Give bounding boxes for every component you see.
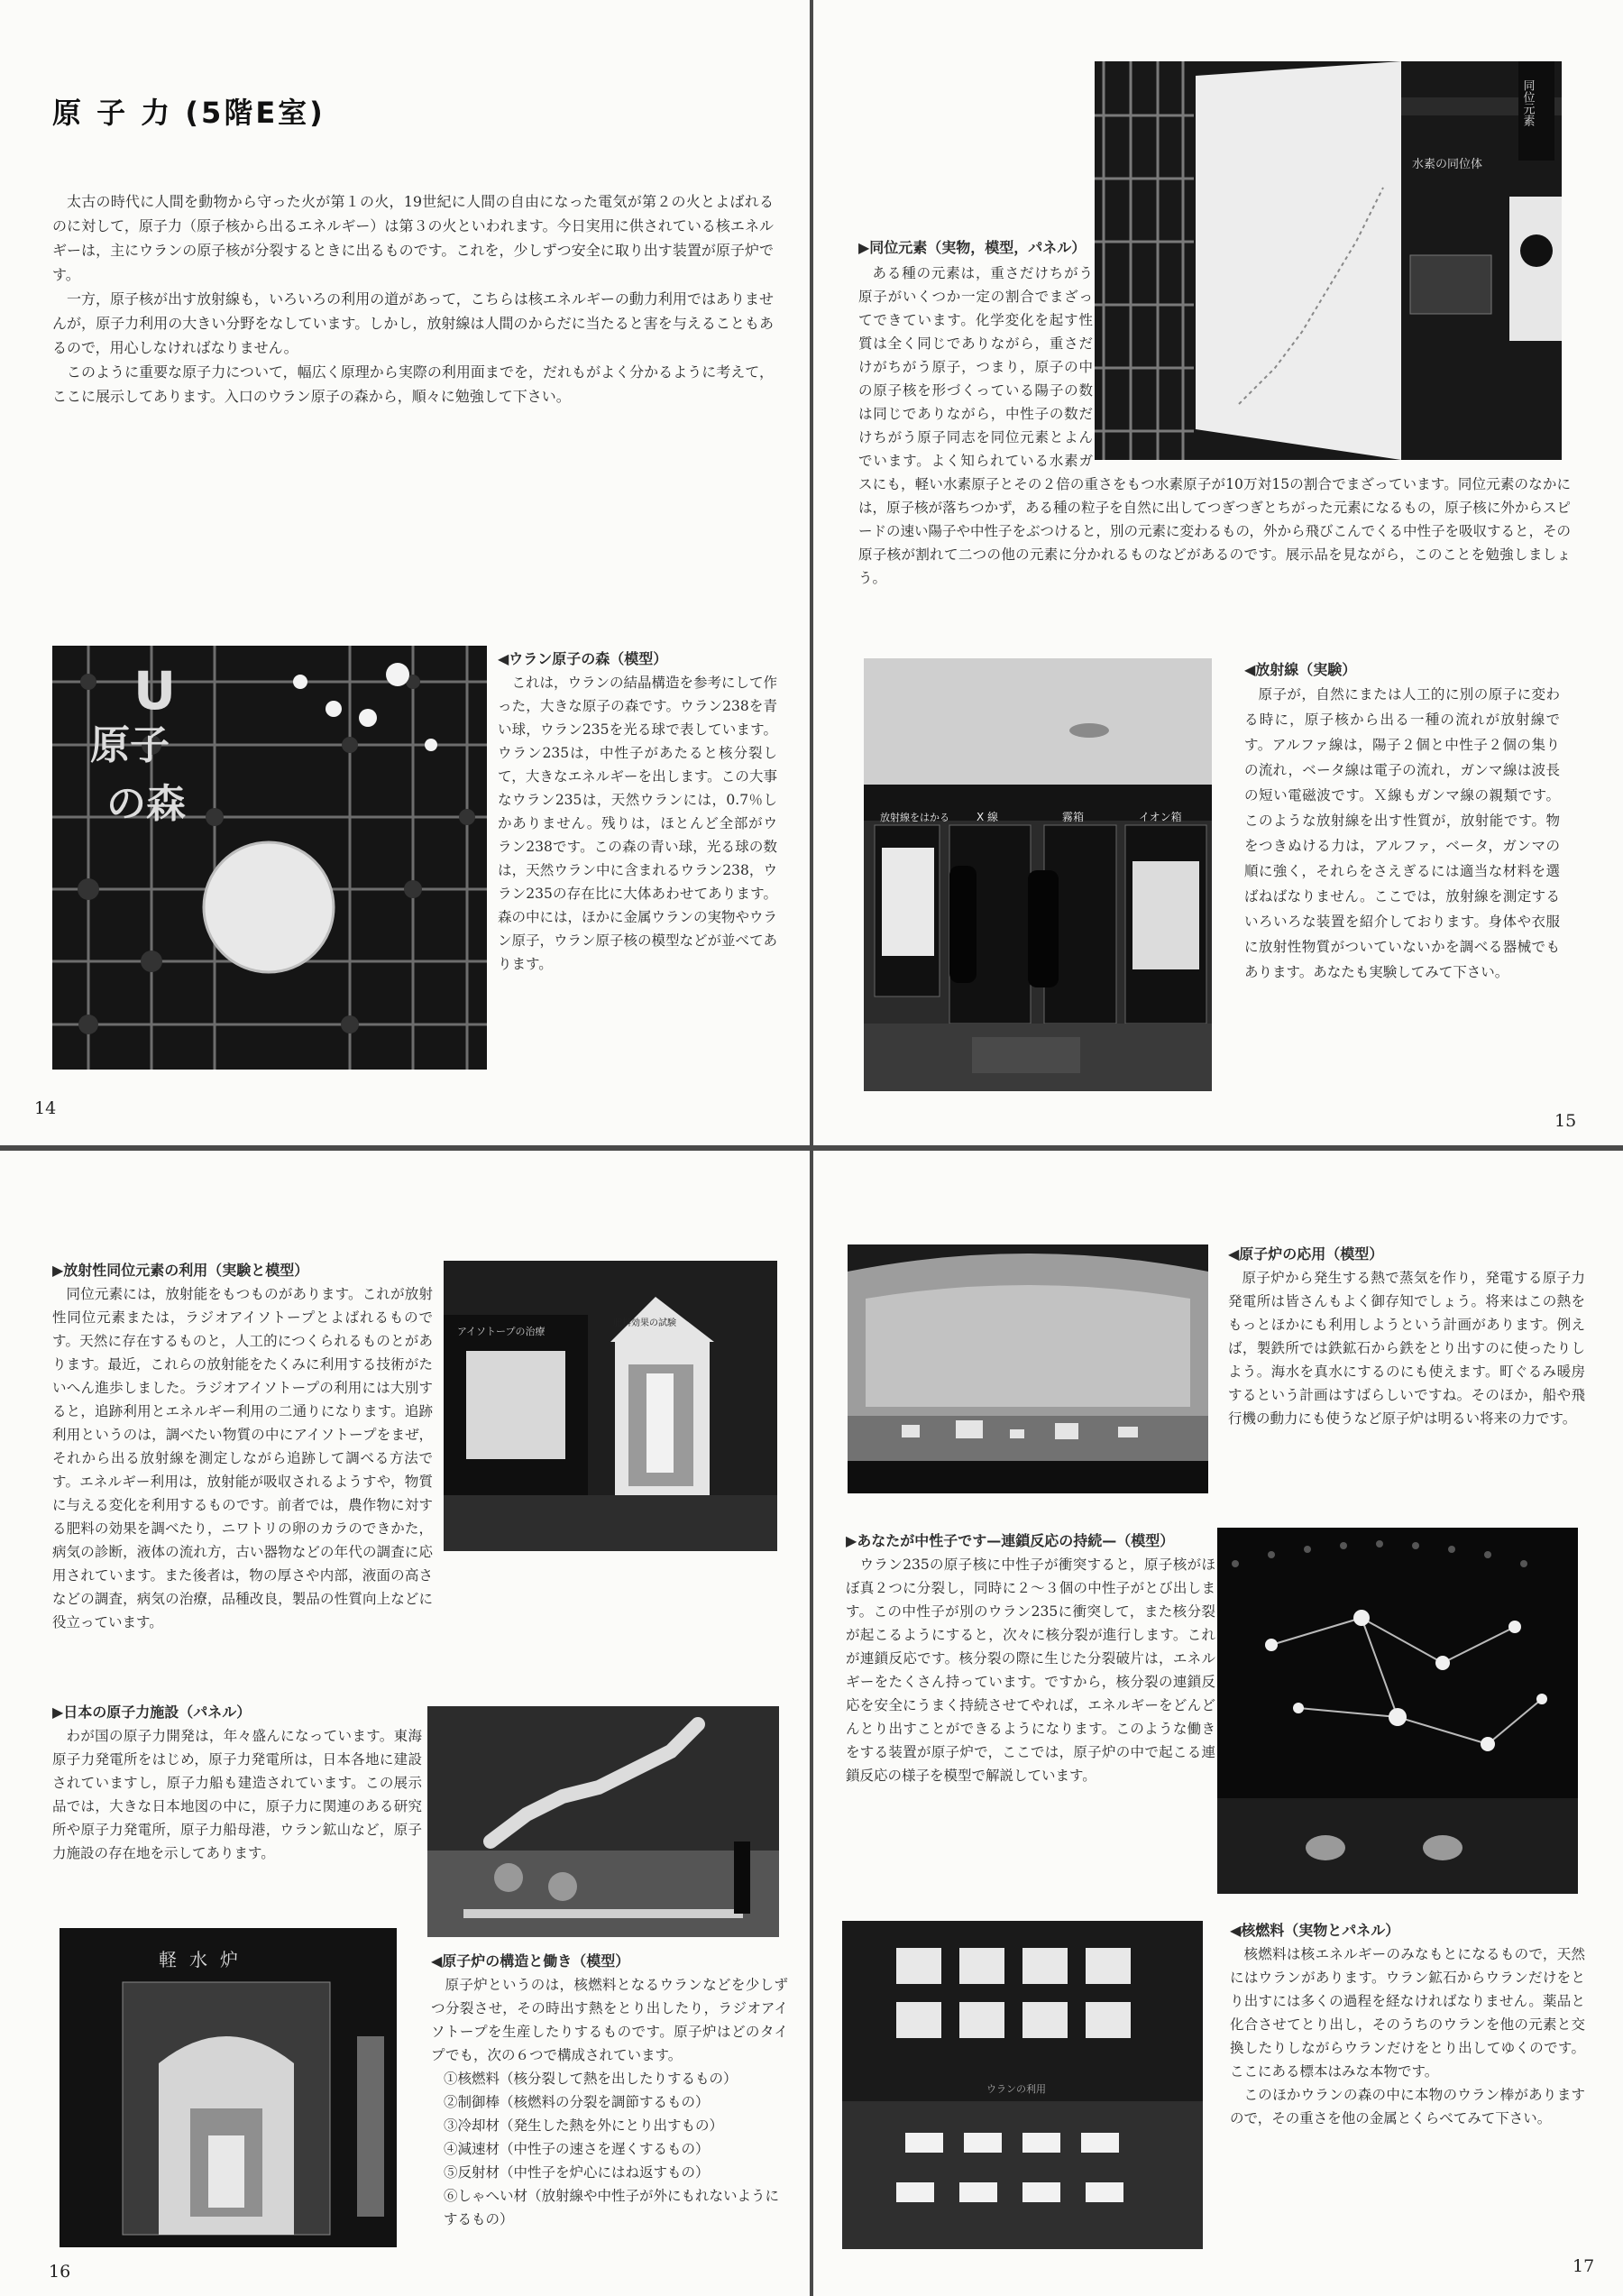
list-item: ②制御棒（核燃料の分裂を調節するもの）	[444, 2094, 710, 2110]
radioisotope-text: 同位元素には，放射能をもつものがあります。これが放射性同位元素または，ラジオアイソトープとよばれるものです。天然に存在するものと，人工的につくられるものとがあります。最近，これらの放射能をたくみに利用する技術がたいへん進歩しました。ラジオアイソトープの利用には大別すると，追跡利用とエネルギー利用の二通りになります。追跡利用というのは，調べたい物質の中にアイソトープをまぜ，それから出る放射線を測定しながら追跡して調べる方法です。エネルギー利用は，放射能が吸収されるようすや，物質に与える変化を利用するものです。前者では，農作物に対する肥料の効果を調べたり，ニワトリの卵のカラのできかた，病気の診断，液体の流れ方，古い器物などの年代の調査に応用されています。また後者は，物の厚さや内部，液面の高さなどの調査，病気の治療，品種改良，製品の性質向上などに役立っています。	[52, 1286, 433, 1630]
list-item: ④減速材（中性子の速さを遅くするもの）	[444, 2141, 710, 2157]
intro-paragraph: 一方，原子核が出す放射線も，いろいろの利用の道があって，こちらは核エネルギーの動力利用ではありませんが，原子力利用の大きい分野をなしています。しかし，放射線は人間のからだに当たると害を与えることもあるので，用心しなければなりません。	[52, 290, 774, 356]
isotope-text: ある種の元素は，重さだけちがう原子がいくつか一定の割合でまざってできています。化学変化を起す性質は全く同じでありながら，重さだけがちがう原子，つまり，原子の中の原子核を形づくっている陽子の数は同じでありながら，中性子の数だけちがう原子同志を同位元素とよんでいます。よく知られている水素ガスにも，軽い水素原子とその２倍の重さをもつ水素原子が10万対15の割合でまざっています。同位元素のなかには，原子核が落ちつかず，ある種の粒子を自然に出してつぎつぎとちがった元素になるもの，原子核に外からスピードの速い陽子や中性子をぶつけると，別の元素に変わるもの，外から飛びこんでくる中性子を吸収すると，その原子核が割れて二つの他の元素に分かれるものなどがあるのです。展示品を見ながら，このことを勉強しましょう。	[858, 265, 1571, 586]
nuclear-fuel-block	[1230, 1919, 1585, 2130]
section-body: 核燃料は核エネルギーのみなもとになるもので，天然にはウランがあります。ウラン鉱石からウランだけをとり出すには多くの過程を経なければなりません。薬品と化合させてとり出し，そのうちのウランを他の元素と交換したりしながらウランだけをとり出してゆくのです。ここにある標本はみな本物です。	[1230, 1946, 1585, 2080]
reactor-applications-photo	[848, 1244, 1208, 1493]
reactor-applications-block	[1228, 1243, 1585, 1430]
facilities-block	[52, 1701, 422, 1865]
list-item: ③冷却材（発生した熱を外にとり出すもの）	[444, 2117, 724, 2134]
section-body: 原子炉から発生する熱で蒸気を作り，発電する原子力発電所は皆さんもよく御存知でしょう。将来はこの熱をもっとほかにも利用しようという計画があります。例えば，製鉄所では鉄鉱石から鉄をとり出すのに使ったりしよう。海水を真水にするのにも使えます。町ぐるみ暖房するという計画はすばらしいですね。そのほか，船や飛行機の動力にも使うなど原子炉は明るい将来の力です。	[1228, 1270, 1585, 1427]
section-heading: ◀ウラン原子の森（模型）	[498, 650, 668, 667]
svg-text:霧箱: 霧箱	[1062, 811, 1085, 823]
uranium-forest-caption	[498, 647, 777, 976]
section-body: ウラン235の原子核に中性子が衝突すると，原子核がほぼ真２つに分裂し，同時に２〜３個の中性子がとび出します。この中性子が別のウラン235に衝突して，また核分裂が起こるようにすると，次々に核分裂が進行します。これが連鎖反応です。核分裂の際に生じた分裂破片は，エネルギーをたくさん持っています。ですから，核分裂の連鎖反応を安全にうまく持続させてやれば，エネルギーをどんどんとり出すことができるようになります。このような働きをする装置が原子炉で，ここでは，原子炉の中で起こる連鎖反応の様子を模型で解説しています。	[846, 1557, 1215, 1784]
page-15	[813, 0, 1623, 1145]
hydrogen-isotope-sign: 水素の同位体	[1412, 158, 1483, 171]
page-number: 16	[49, 2262, 71, 2282]
radiation-lab-photo	[864, 658, 1212, 1091]
section-body	[858, 262, 1571, 590]
intro-paragraph: 太古の時代に人間を動物から守った火が第１の火，19世紀に人間の自由になった電気が第２の火とよばれるのに対して，原子力（原子核から出るエネルギー）は第３の火といわれます。今日実用に供されている核エネルギーは，主にウランの原子核が分裂するときに出るものです。これを，少しずつ安全に取り出す装置が原子炉です。	[52, 193, 774, 283]
svg-text:イオン箱: イオン箱	[1139, 811, 1182, 823]
uranium-sign-letter: U	[133, 660, 177, 721]
svg-text:の森: の森	[106, 781, 186, 827]
page-number: 15	[1554, 1111, 1577, 1131]
section-heading: ▶日本の原子力施設（パネル）	[52, 1704, 252, 1721]
page-17	[813, 1151, 1623, 2296]
page-16	[0, 1151, 810, 2296]
page-14	[0, 0, 810, 1145]
isotope-sign: 同位元素	[1520, 79, 1535, 126]
section-body: このほかウランの森の中に本物のウラン棒がありますので，その重さを他の金属とくらべてみて下さい。	[1230, 2087, 1585, 2126]
section-body: 原子炉というのは，核燃料となるウランなどを少しずつ分裂させ，その時出す熱をとり出したり，ラジオアイソトープを生産したりするものです。原子炉はどのタイプでも，次の６つで構成されています。	[431, 1977, 788, 2063]
section-body: わが国の原子力開発は，年々盛んになっています。東海原子力発電所をはじめ，原子力発電所は，日本各地に建設されていますし，原子力船も建造されています。この展示品では，大きな日本地図の中に，原子力に関連のある研究所や原子力発電所，原子力船母港，ウラン鉱山など，原子力施設の存在地を示してあります。	[52, 1728, 422, 1861]
radiation-caption	[1244, 658, 1560, 985]
japan-map-photo	[427, 1706, 779, 1937]
isotope-heading-block	[858, 236, 1091, 260]
list-item: ①核燃料（核分裂して熱を出したりするもの）	[444, 2071, 738, 2087]
radioisotope-booth-photo	[444, 1261, 777, 1551]
nuclear-fuel-photo	[842, 1921, 1203, 2249]
isotope-body-block	[858, 262, 1571, 590]
light-water-reactor-photo	[60, 1928, 397, 2247]
reactor-parts-list	[444, 2067, 788, 2231]
section-heading: ◀核燃料（実物とパネル）	[1230, 1922, 1400, 1939]
section-heading: ◀放射線（実験）	[1244, 661, 1357, 678]
page-number: 17	[1573, 2256, 1595, 2276]
svg-text:アイソトープの治療: アイソトープの治療	[457, 1326, 546, 1337]
section-body: 原子が，自然にまたは人工的に別の原子に変わる時に，原子核から出る一種の流れが放射線です。アルファ線は，陽子２個と中性子２個の集りの流れ，ベータ線は電子の流れ，ガンマ線は波長の短い電磁波です。Ｘ線もガンマ線の親類です。このような放射線を出す性質が，放射能です。物をつきぬける力は，アルファ，ベータ，ガンマの順に強く，それらをさえぎるには適当な材料を選ばねばなりません。ここでは，放射線を測定するいろいろな装置を紹介しております。身体や衣服に放射性物質がついていないかを調べる器械でもあります。あなたも実験してみて下さい。	[1244, 686, 1560, 980]
intro-paragraph: このように重要な原子力について，幅広く原理から実際の利用面までを，だれもがよく分かるように考えて，ここに展示してあります。入口のウラン原子の森から，順々に勉強して下さい。	[52, 363, 774, 405]
reactor-structure-block	[431, 1950, 788, 2231]
svg-text:放射線をはかる: 放射線をはかる	[880, 812, 949, 823]
section-heading: ◀原子炉の構造と働き（模型）	[431, 1952, 630, 1970]
photo-float-spacer	[1093, 262, 1571, 462]
section-heading: ◀原子炉の応用（模型）	[1228, 1245, 1384, 1263]
chain-reaction-photo	[1217, 1528, 1578, 1894]
reactor-sign: 軽水炉	[159, 1949, 251, 1970]
page-title: 原 子 力 (5階E室)	[52, 96, 326, 130]
list-item: ⑥しゃへい材（放射線や中性子が外にもれないようにするもの）	[444, 2188, 780, 2227]
page-number: 14	[34, 1098, 57, 1118]
svg-text:X 線: X 線	[977, 811, 999, 823]
list-item: ⑤反射材（中性子を炉心にはね返すもの）	[444, 2164, 710, 2181]
svg-text:肥料効果の試験: 肥料効果の試験	[613, 1318, 676, 1328]
section-heading: ▶同位元素（実物，模型，パネル）	[858, 239, 1087, 256]
section-heading: ▶あなたが中性子です—連鎖反応の持続—（模型）	[846, 1532, 1175, 1549]
chain-reaction-block	[846, 1529, 1215, 1787]
fuel-panel-sign: ウランの利用	[986, 2083, 1046, 2095]
uranium-forest-photo	[52, 646, 487, 1070]
intro-text	[52, 189, 774, 409]
section-heading: ▶放射性同位元素の利用（実験と模型）	[52, 1262, 309, 1279]
section-body: これは，ウランの結晶構造を参考にして作った，大きな原子の森です。ウラン238を青い球，ウラン235を光る球で表しています。ウラン235は，中性子があたると核分裂して，大きなエネルギーを出します。この大事なウラン235は，天然ウランには，0.7％しかありません。残りは，ほとんど全部がウラン238です。この森の青い球，光る球の数は，天然ウラン中に含まれるウラン238，ウラン235の存在比に大体あわせてあります。森の中には，ほかに金属ウランの実物やウラン原子，ウラン原子核の模型などが並べてあります。	[498, 675, 778, 972]
svg-text:原子: 原子	[90, 722, 170, 768]
